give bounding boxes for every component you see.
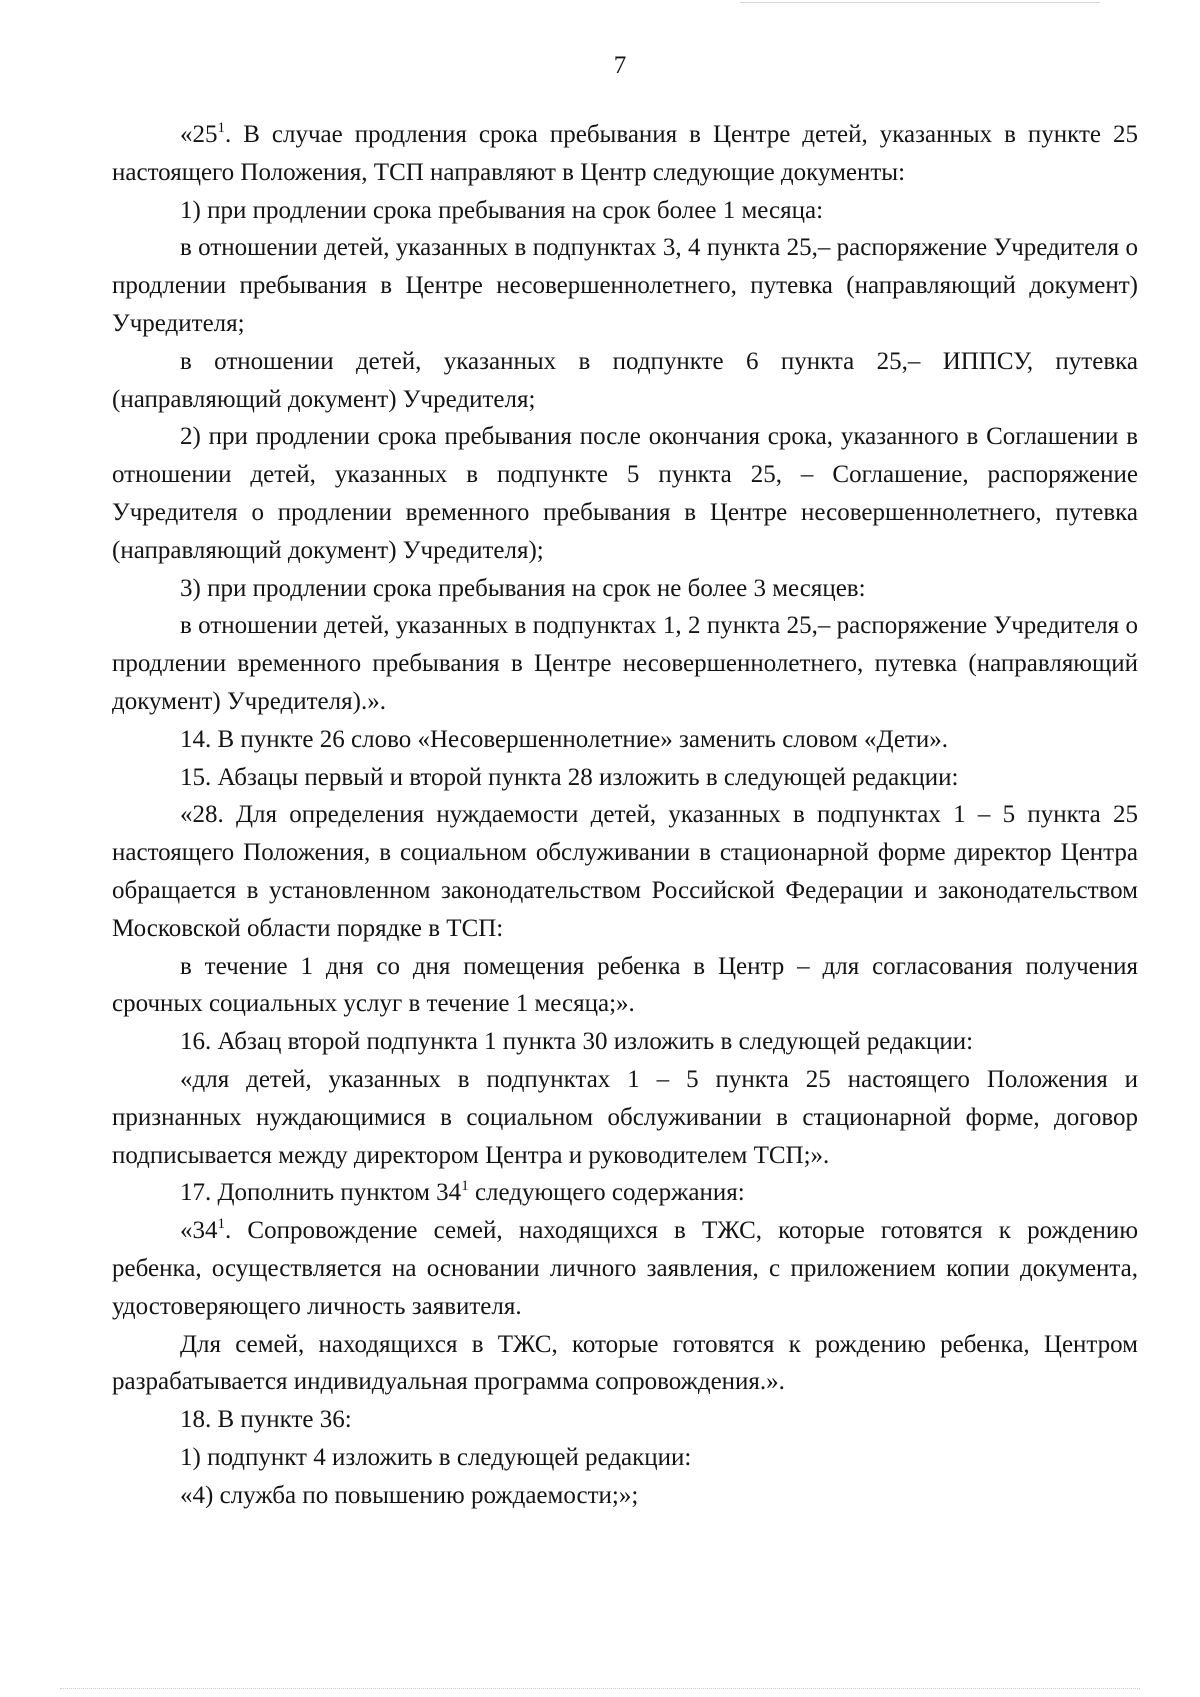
paragraph-subitem-3: 3) при продлении срока пребывания на срок не более 3 месяцев: (180, 574, 866, 602)
paragraph-item-16: 16. Абзац второй подпункта 1 пункта 30 изложить в следующей редакции: (180, 1028, 974, 1056)
paragraph-item-17: 17. Дополнить пунктом $34^1$ следующего содержания: (180, 1178, 745, 1207)
paragraph-item-18: 18. В пункте 36: (180, 1406, 352, 1434)
paragraph-children-6: в отношении детей, указанных в подпункте 6 пункта 25,– ИППСУ, путевка (направляющий документ) Учредителя; (112, 347, 1138, 413)
paragraph-34-1: «$34^1$. Сопровождение семей, находящихся в ТЖС, которые готовятся к рождению ребенка, осуществляется на основании личного заявления, с приложением копии документа, удостоверяющего личность заявителя. (112, 1216, 1138, 1320)
paragraph-28-term: в течение 1 дня со дня помещения ребенка в Центр – для согласования получения срочных социальных услуг в течение 1 месяца;». (112, 952, 1138, 1018)
paragraph-subitem-1: 1) при продлении срока пребывания на срок более 1 месяца: (180, 196, 824, 224)
paragraph-item-14: 14. В пункте 26 слово «Несовершеннолетние» заменить словом «Дети». (180, 725, 949, 753)
paragraph-34-1-program: Для семей, находящихся в ТЖС, которые готовятся к рождению ребенка, Центром разрабатывается индивидуальная программа сопровождения.». (112, 1330, 1138, 1396)
paragraph-25-1: «$25^1$. В случае продления срока пребывания в Центре детей, указанных в пункте 25 настоящего Положения, ТСП направляют в Центр следующие документы: (112, 120, 1138, 186)
paragraph-36-subitem-4: 1) подпункт 4 изложить в следующей редакции: (180, 1443, 692, 1471)
paragraph-30-contract: «для детей, указанных в подпунктах 1 – 5 пункта 25 настоящего Положения и признанных нуждающимися в социальном обслуживании в стационарной форме, договор подписывается между директором Центра и руководителем ТСП;». (112, 1065, 1138, 1169)
paragraph-subitem-2: 2) при продлении срока пребывания после окончания срока, указанного в Соглашении в отношении детей, указанных в подпункте 5 пункта 25, – Соглашение, распоряжение Учредителя о продлении временного пребывания в Центре несовершеннолетнего, путевка (направляющий документ) Учредителя); (112, 423, 1138, 564)
paragraph-item-15: 15. Абзацы первый и второй пункта 28 изложить в следующей редакции: (180, 763, 959, 791)
paragraph-28: «28. Для определения нуждаемости детей, указанных в подпунктах 1 – 5 пункта 25 настоящего Положения, в социальном обслуживании в стационарной форме директор Центра обращается в установленном законодательством Российской Федерации и законодательством Московской области порядке в ТСП: (112, 801, 1138, 942)
page-number: 7 (613, 52, 627, 79)
paragraph-children-3-4: в отношении детей, указанных в подпунктах 3, 4 пункта 25,– распоряжение Учредителя о продлении пребывания в Центре несовершеннолетнего, путевка (направляющий документ) Учредителя; (112, 234, 1138, 337)
paragraph-children-1-2: в отношении детей, указанных в подпунктах 1, 2 пункта 25,– распоряжение Учредителя о продлении временного пребывания в Центре несовершеннолетнего, путевка (направляющий документ) Учредителя).». (112, 612, 1138, 715)
document-body (112, 116, 1138, 1514)
paragraph-birth-service: «4) служба по повышению рождаемости;»; (180, 1481, 639, 1509)
scan-artifact-top (740, 2, 1100, 3)
scan-artifact-bottom (60, 1687, 1140, 1689)
